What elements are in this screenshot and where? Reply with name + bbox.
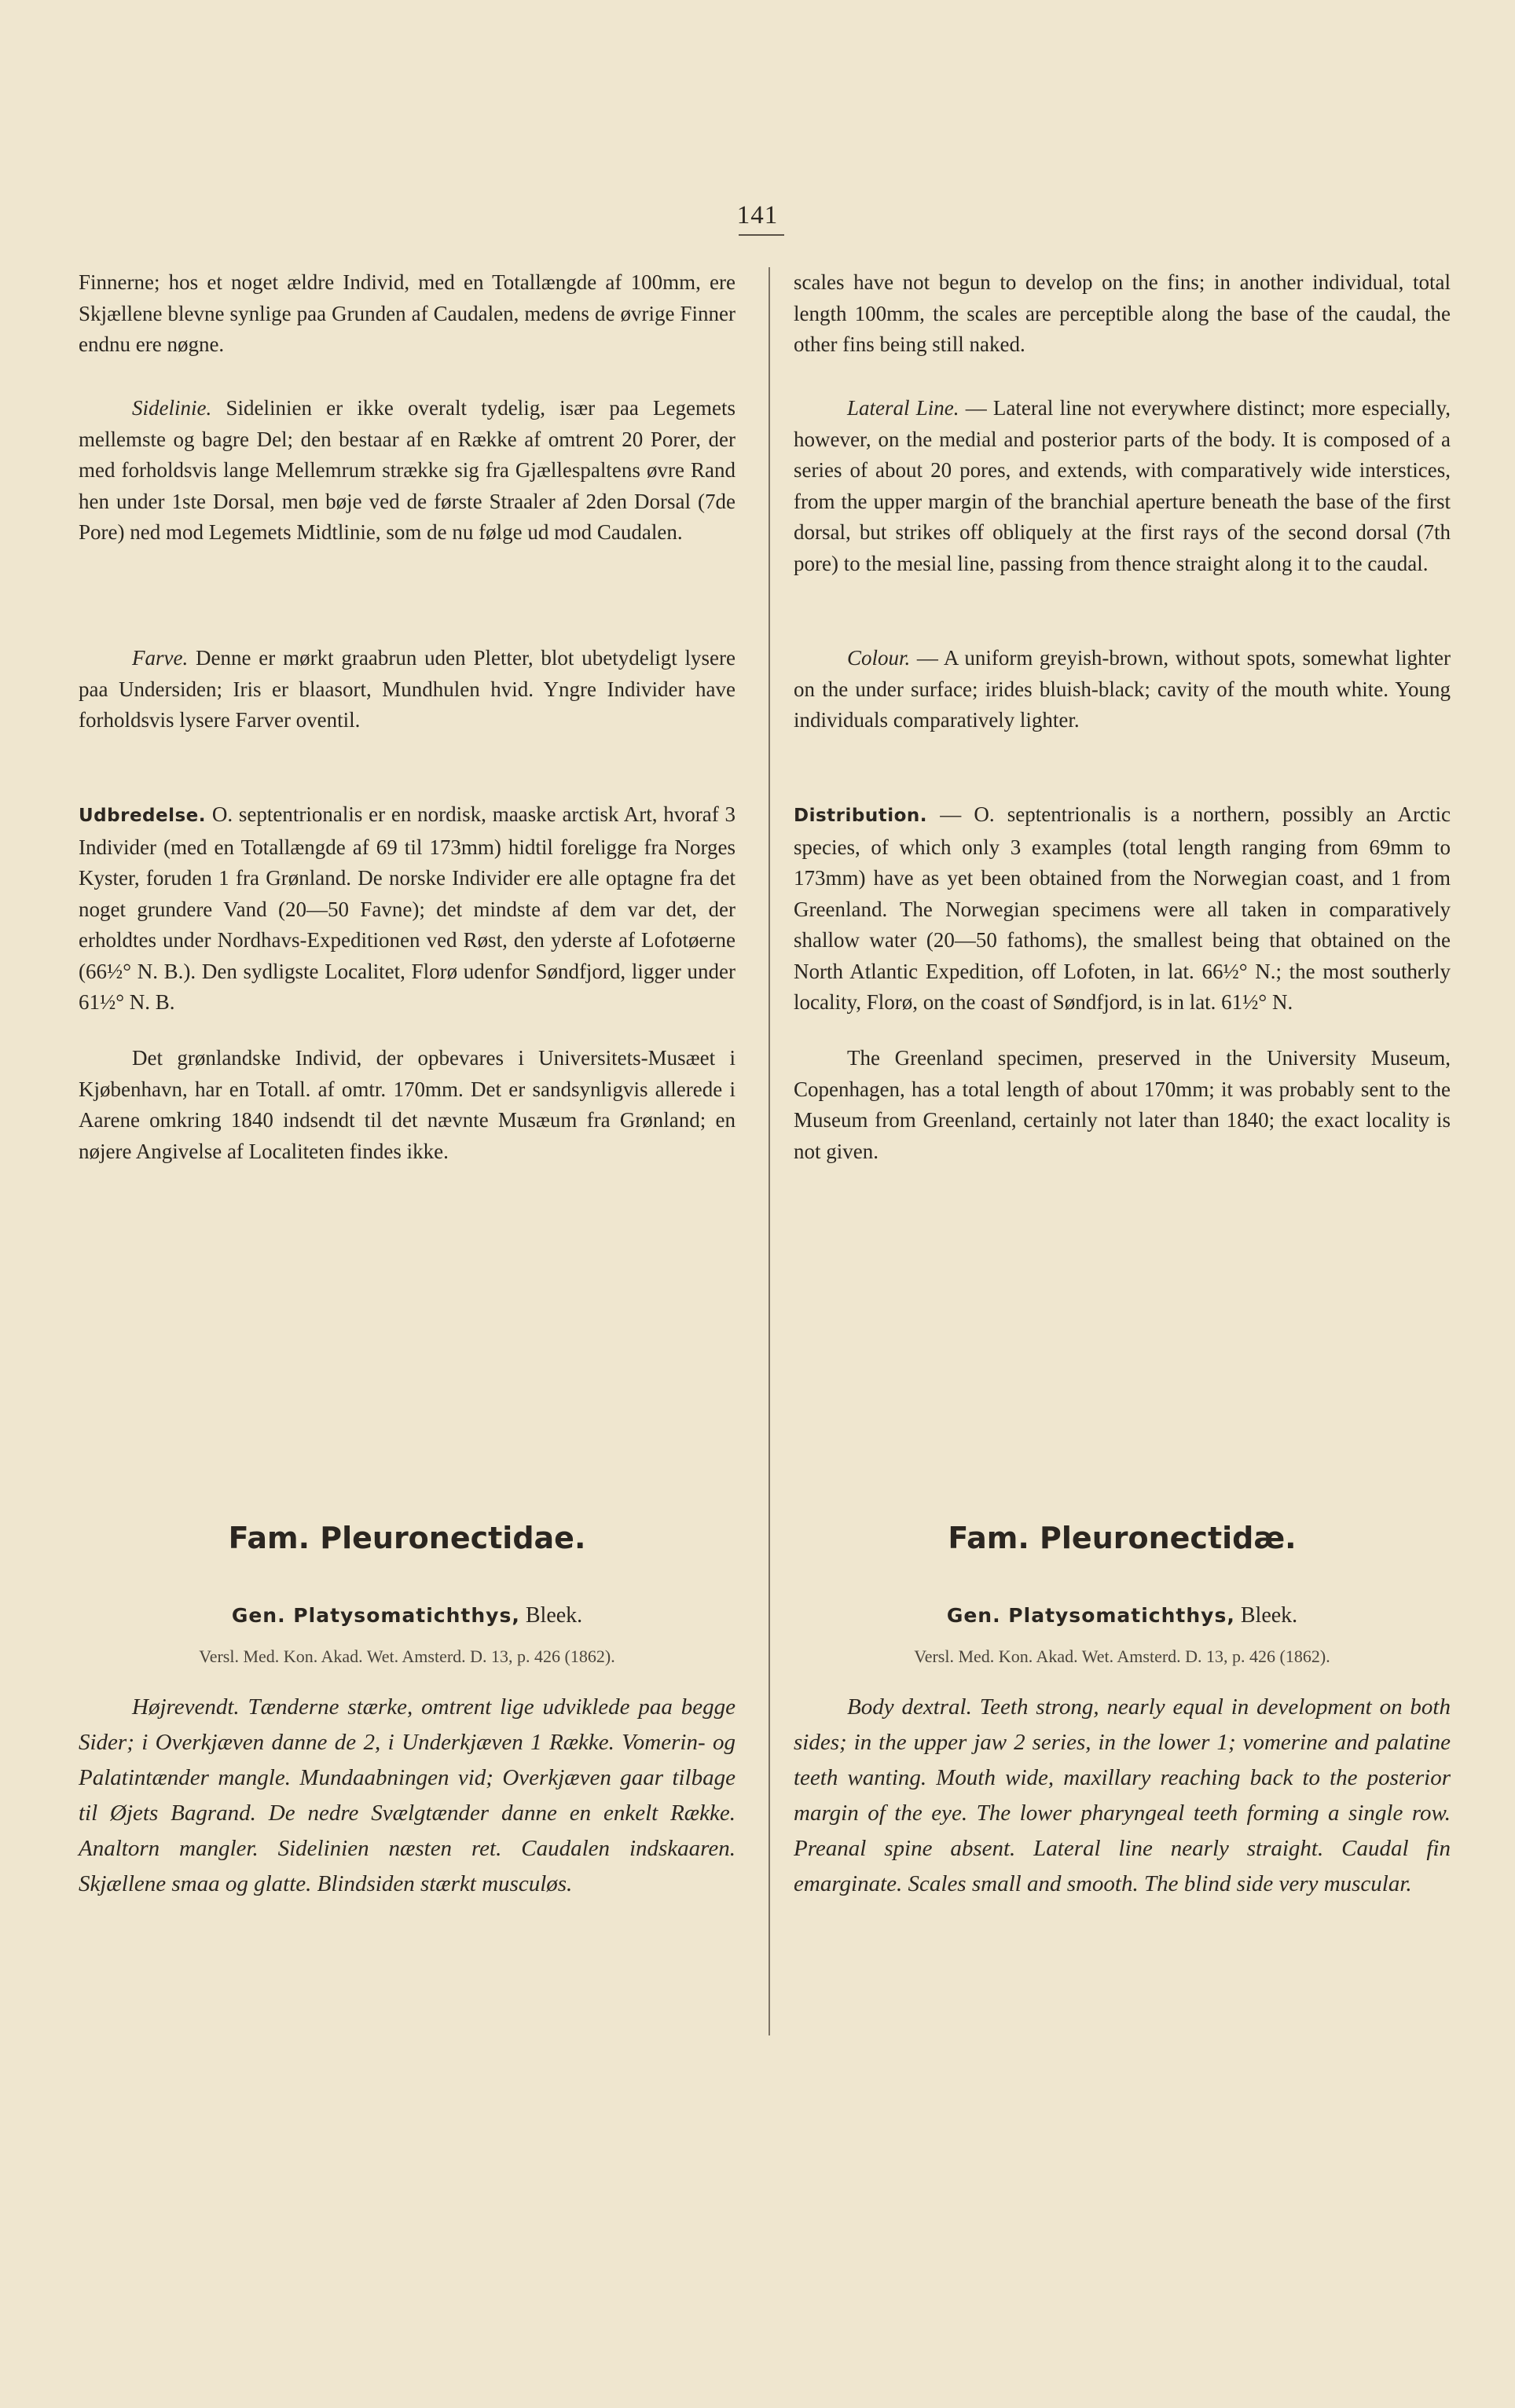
- left-text-farve: Denne er mørkt graabrun uden Pletter, blot ubetydeligt lysere paa Undersiden; Iris er blaasort, Mundhulen hvid. Yngre Individer have forholdsvis lysere Farver oventil.: [79, 646, 735, 732]
- left-genus-author: Bleek.: [525, 1603, 583, 1628]
- left-paragraph-farve: [79, 643, 735, 736]
- left-genus-name: Gen. Platysomatichthys,: [231, 1604, 520, 1627]
- left-paragraph-fins: Finnerne; hos et noget ældre Individ, med en Totallængde af 100mm, ere Skjællene blevne synlige paa Grunden af Caudalen, medens de øvrige Finner endnu ere nøgne.: [79, 270, 735, 356]
- left-head-udbredelse: Udbredelse.: [79, 806, 207, 826]
- right-paragraph-colour: [794, 643, 1451, 736]
- right-diagnosis: Body dextral. Teeth strong, nearly equal in development on both sides; in the upper jaw 2 series, in the lower 1; vomerine and palatine teeth wanting. Mouth wide, maxillary reaching back to the posterior margin of the eye. The lower pharyngeal teeth forming a single row. Preanal spine absent. Lateral line nearly straight. Caudal fin emarginate. Scales small and smooth. The blind side very muscular.: [794, 1694, 1451, 1896]
- right-text-colour: — A uniform greyish-brown, without spots, somewhat lighter on the under surface; irides bluish-black; cavity of the mouth white. Young individuals comparatively lighter.: [794, 646, 1451, 732]
- right-head-lateral-line: Lateral Line.: [847, 396, 959, 420]
- left-head-sidelinie: Sidelinie.: [132, 396, 212, 420]
- right-text-lateral-line: — Lateral line not everywhere distinct; more especially, however, on the medial and posterior parts of the body. It is composed of a series of about 20 pores, and extends, with comparatively wide interstices, from the upper margin of the branchial aperture beneath the base of the first dorsal, but strikes off obliquely at the first rays of the second dorsal (7th pore) to the mesial line, passing from thence straight along it to the caudal.: [794, 396, 1451, 575]
- column-divider: [769, 267, 770, 2035]
- left-genus-line: [79, 1603, 735, 1628]
- right-paragraph-distribution: [794, 799, 1451, 1019]
- right-paragraph-fins: scales have not begun to develop on the fins; in another individual, total length 100mm, the scales are perceptible along the base of the caudal, the other fins being still naked.: [794, 270, 1451, 356]
- right-family-heading: Fam. Pleuronectidæ.: [948, 1521, 1297, 1555]
- right-head-colour: Colour.: [847, 646, 911, 670]
- right-reference: Versl. Med. Kon. Akad. Wet. Amsterd. D. 13, p. 426 (1862).: [914, 1646, 1330, 1666]
- right-genus-line: [794, 1603, 1451, 1628]
- left-paragraph-greenland: Det grønlandske Individ, der opbevares i Universitets-Musæet i Kjøbenhavn, har en Totall. af omtr. 170mm. Det er sandsynligvis allerede i Aarene omkring 1840 indsendt til det nævnte Musæum fra Grønland; en nøjere Angivelse af Localiteten findes ikke.: [79, 1046, 735, 1163]
- left-reference: Versl. Med. Kon. Akad. Wet. Amsterd. D. 13, p. 426 (1862).: [199, 1646, 615, 1666]
- right-paragraph-greenland: The Greenland specimen, preserved in the University Museum, Copenhagen, has a total length of about 170mm; it was probably sent to the Museum from Greenland, certainly not later than 1840; the exact locality is not given.: [794, 1046, 1451, 1163]
- page-number: 141: [736, 201, 779, 229]
- left-text-udbredelse: O. septentrionalis er en nordisk, maaske arctisk Art, hvoraf 3 Individer (med en Totallængde af 69 til 173mm) hidtil foreligge fra Norges Kyster, foruden 1 fra Grønland. De norske Individer ere alle optagne fra det noget grundere Vand (20—50 Favne); det mindste af dem var det, der erholdtes under Nordhavs-Expeditionen ved Røst, den yderste af Lofotøerne (66½° N. B.). Den sydligste Localitet, Florø udenfor Søndfjord, ligger under 61½° N. B.: [79, 802, 735, 1014]
- right-head-distribution: Distribution.: [794, 806, 928, 826]
- left-head-farve: Farve.: [132, 646, 189, 670]
- left-paragraph-sidelinie: [79, 393, 735, 549]
- page-number-rule: [739, 234, 784, 236]
- left-diagnosis: Højrevendt. Tænderne stærke, omtrent lige udviklede paa begge Sider; i Overkjæven danne de 2, i Underkjæven 1 Række. Vomerin- og Palatintænder mangle. Mundaabningen vid; Overkjæven gaar tilbage til Øjets Bagrand. De nedre Svælgtænder danne en enkelt Række. Analtorn mangler. Sidelinien næsten ret. Caudalen indskaaren. Skjællene smaa og glatte. Blindsiden stærkt musculøs.: [79, 1694, 735, 1896]
- left-paragraph-udbredelse: [79, 799, 735, 1019]
- right-text-distribution: — O. septentrionalis is a northern, possibly an Arctic species, of which only 3 examples (total length ranging from 69mm to 173mm) have as yet been obtained from the Norwegian coast, and 1 from Greenland. The Norwegian specimens were all taken in comparatively shallow water (20—50 fathoms), the smallest being that obtained on the North Atlantic Expedition, off Lofoten, in lat. 66½° N.; the most southerly locality, Florø, on the coast of Søndfjord, is in lat. 61½° N.: [794, 802, 1451, 1014]
- left-family-heading: Fam. Pleuronectidae.: [228, 1521, 586, 1555]
- right-genus-name: Gen. Platysomatichthys,: [946, 1604, 1235, 1627]
- right-genus-author: Bleek.: [1240, 1603, 1298, 1628]
- right-paragraph-lateral-line: [794, 393, 1451, 579]
- left-text-sidelinie: Sidelinien er ikke overalt tydelig, især paa Legemets mellemste og bagre Del; den bestaar af en Række af omtrent 20 Porer, der med forholdsvis lange Mellemrum strække sig fra Gjællespaltens øvre Rand hen under 1ste Dorsal, men bøje ved de første Straaler af 2den Dorsal (7de Pore) ned mod Legemets Midtlinie, som de nu følge ud mod Caudalen.: [79, 396, 735, 544]
